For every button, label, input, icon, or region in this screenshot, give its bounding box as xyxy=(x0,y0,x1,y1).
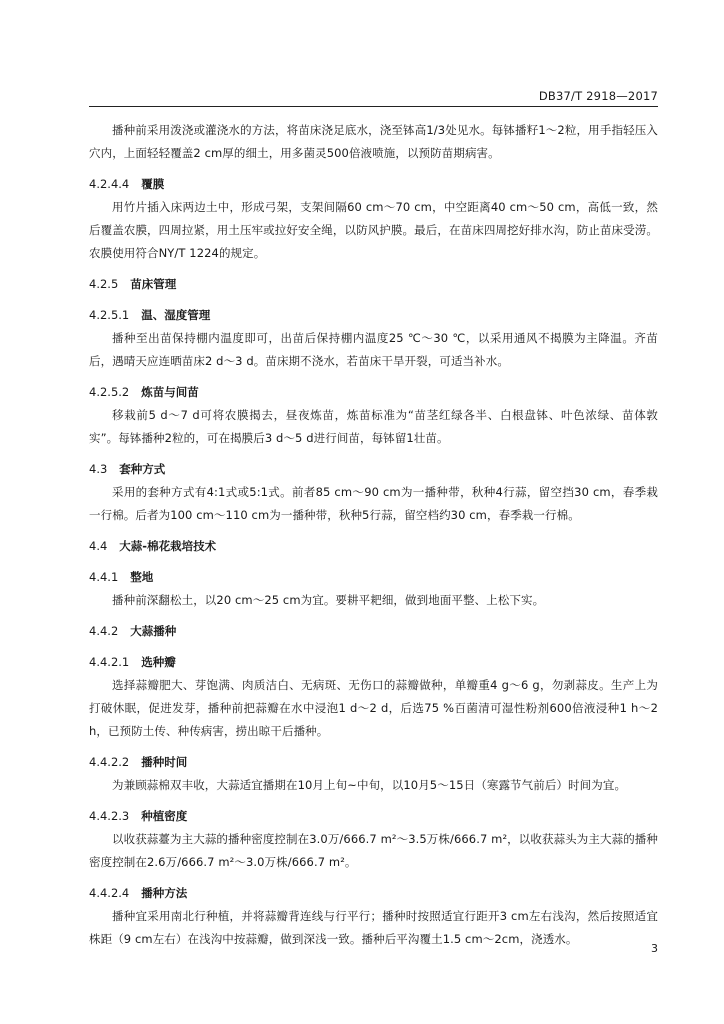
section-number: 4.4.2.1 xyxy=(89,655,130,669)
paragraph: 播种前深翻松土，以20 cm～25 cm为宜。要耕平耙细，做到地面平整、上松下实。 xyxy=(112,593,545,607)
section-title: 覆膜 xyxy=(141,177,165,191)
section-heading-4-4 xyxy=(89,535,658,558)
paragraph: 以收获蒜薹为主大蒜的播种密度控制在3.0万/666.7 m²～3.5万株/666.7 m²，以收获蒜头为主大蒜的播种密度控制在2.6万/666.7 m²～3.0万株/666.7 m²。 xyxy=(89,832,658,869)
section-number: 4.4.2.2 xyxy=(89,755,130,769)
header-rule xyxy=(89,106,658,107)
section-heading-4-3 xyxy=(89,458,658,481)
section-number: 4.4 xyxy=(89,539,108,553)
section-title: 苗床管理 xyxy=(130,277,177,291)
section-number: 4.2.4.4 xyxy=(89,177,130,191)
section-heading-4-4-2-2 xyxy=(89,751,658,774)
section-title: 温、湿度管理 xyxy=(141,308,211,322)
section-title: 种植密度 xyxy=(141,809,188,823)
paragraph: 移栽前5 d～7 d可将农膜揭去，昼夜炼苗，炼苗标准为“苗茎红绿各半、白根盘钵、叶色浓绿、苗体敦实”。每钵播种2粒的，可在揭膜后3 d～5 d进行间苗，每钵留1壮苗。 xyxy=(89,408,658,445)
section-heading-4-2-4-4 xyxy=(89,173,658,196)
paragraph: 为兼顾蒜棉双丰收，大蒜适宜播期在10月上旬~中旬，以10月5～15日（寒露节气前后）时间为宜。 xyxy=(112,778,627,792)
section-title: 播种方法 xyxy=(141,886,188,900)
section-number: 4.4.2 xyxy=(89,624,119,638)
section-title: 整地 xyxy=(130,570,154,584)
section-heading-4-2-5-2 xyxy=(89,381,658,404)
paragraph: 用竹片插入床两边土中，形成弓架，支架间隔60 cm～70 cm，中空距离40 cm～50 cm，高低一致，然后覆盖农膜，四周拉紧，用土压牢或拉好安全绳，以防风护膜。最后，在苗床四周挖好排水沟，防止苗床受涝。农膜使用符合NY/T 1224的规定。 xyxy=(89,200,658,260)
section-number: 4.4.1 xyxy=(89,570,119,584)
section-heading-4-2-5-1 xyxy=(89,304,658,327)
section-number: 4.3 xyxy=(89,462,108,476)
section-number: 4.4.2.4 xyxy=(89,886,130,900)
section-number: 4.2.5.1 xyxy=(89,308,130,322)
page-number: 3 xyxy=(651,942,658,955)
section-number: 4.4.2.3 xyxy=(89,809,130,823)
section-title: 播种时间 xyxy=(141,755,188,769)
section-heading-4-4-1 xyxy=(89,566,658,589)
section-title: 套种方式 xyxy=(119,462,166,476)
document-body xyxy=(89,119,658,951)
paragraph: 播种宜采用南北行种植，并将蒜瓣背连线与行平行；播种时按照适宜行距开3 cm左右浅沟，然后按照适宜株距（9 cm左右）在浅沟中按蒜瓣，做到深浅一致。播种后平沟覆土1.5 cm～2cm，浇透水。 xyxy=(89,909,658,946)
section-heading-4-4-2 xyxy=(89,620,658,643)
document-code: DB37/T 2918—2017 xyxy=(538,89,658,103)
paragraph: 采用的套种方式有4:1式或5:1式。前者85 cm～90 cm为一播种带，秋种4行蒜，留空挡30 cm，春季栽一行棉。后者为100 cm～110 cm为一播种带，秋种5行蒜，留空档约30 cm，春季栽一行棉。 xyxy=(89,485,658,522)
section-title: 大蒜-棉花栽培技术 xyxy=(119,539,217,553)
paragraph: 播种前采用泼浇或灌浇水的方法，将苗床浇足底水，浇至钵高1/3处见水。每钵播籽1～2粒，用手指轻压入穴内，上面轻轻覆盖2 cm厚的细土，用多菌灵500倍液喷施，以预防苗期病害。 xyxy=(89,123,658,160)
section-title: 选种瓣 xyxy=(141,655,176,669)
section-heading-4-4-2-3 xyxy=(89,805,658,828)
section-title: 炼苗与间苗 xyxy=(141,385,199,399)
paragraph: 播种至出苗保持棚内温度即可，出苗后保持棚内温度25 ℃～30 ℃，以采用通风不揭膜为主降温。齐苗后，遇晴天应连晒苗床2 d～3 d。苗床期不浇水，若苗床干旱开裂，可适当补水。 xyxy=(89,331,658,368)
paragraph: 选择蒜瓣肥大、芽饱满、肉质洁白、无病斑、无伤口的蒜瓣做种，单瓣重4 g～6 g，勿剥蒜皮。生产上为打破休眠，促进发芽，播种前把蒜瓣在水中浸泡1 d～2 d，后选75 %百菌清可湿性粉剂600倍液浸种1 h～2 h，已预防土传、种传病害，捞出晾干后播种。 xyxy=(89,678,658,738)
section-heading-4-4-2-4 xyxy=(89,882,658,905)
section-number: 4.2.5 xyxy=(89,277,119,291)
section-heading-4-4-2-1 xyxy=(89,651,658,674)
section-number: 4.2.5.2 xyxy=(89,385,130,399)
section-heading-4-2-5 xyxy=(89,273,658,296)
section-title: 大蒜播种 xyxy=(130,624,177,638)
